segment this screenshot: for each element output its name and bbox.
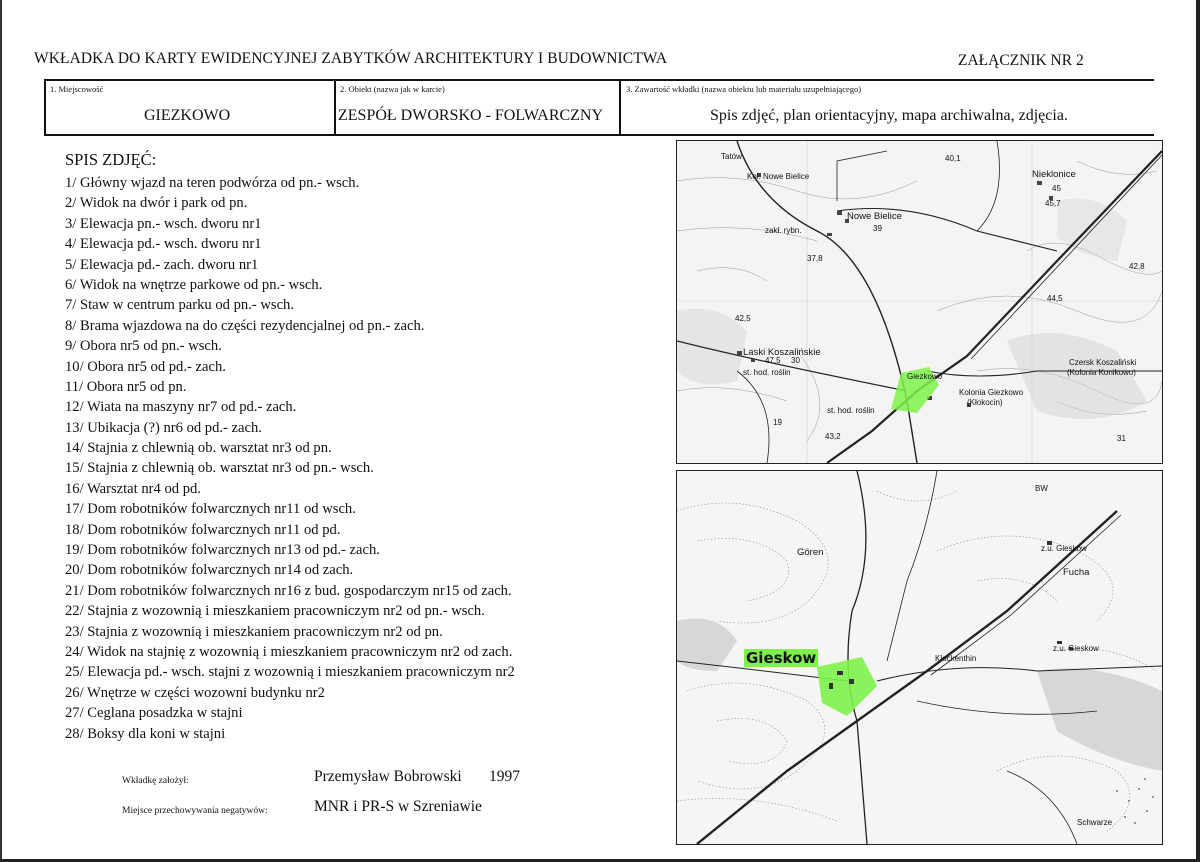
map-label-giezkowo: Giezkowo	[907, 372, 943, 381]
map-label-st-hod-roslin-2: st. hod. roślin	[827, 406, 875, 415]
map-label-klokocin: (Kłokocin)	[967, 398, 1003, 407]
map-height: 40,1	[945, 154, 961, 163]
map-label-nieklonice: Nieklonice	[1032, 169, 1076, 180]
list-item: 18/ Dom robotników folwarcznych nr11 od pd.	[65, 521, 341, 538]
list-item: 10/ Obora nr5 od pd.- zach.	[65, 358, 226, 375]
list-item: 21/ Dom robotników folwarcznych nr16 z bud. gospodarczym nr15 od zach.	[65, 582, 512, 599]
list-item: 25/ Elewacja pd.- wsch. stajni z wozownią i mieszkaniem pracowniczym nr2	[65, 664, 515, 681]
map-height: 44,5	[1047, 294, 1063, 303]
map-label-gieskow: Gieskow	[746, 649, 817, 667]
list-item: 4/ Elewacja pd.- wsch. dworu nr1	[65, 236, 262, 253]
page-border-right	[1196, 0, 1200, 862]
map-height: 45,7	[1045, 199, 1061, 208]
list-item: 19/ Dom robotników folwarcznych nr13 od pd.- zach.	[65, 542, 380, 559]
list-item: 23/ Stajnia z wozownią i mieszkaniem pracowniczym nr2 od pn.	[65, 623, 443, 640]
table-rule-top	[44, 79, 1154, 81]
list-item: 22/ Stajnia z wozownią i mieszkaniem pracowniczym nr2 od pn.- wsch.	[65, 603, 485, 620]
object-value: ZESPÓŁ DWORSKO - FOLWARCZNY	[338, 107, 604, 124]
map-height: 43,2	[825, 432, 841, 441]
list-item: 2/ Widok na dwór i park od pn.	[65, 195, 248, 212]
list-item: 12/ Wiata na maszyny nr7 od pd.- zach.	[65, 399, 297, 416]
map-label-kolonia-konikowo: (Kolonia Konikowo)	[1067, 368, 1136, 377]
contents-value: Spis zdjęć, plan orientacyjny, mapa archiwalna, zdjęcia.	[710, 107, 1068, 124]
map-label-bw: BW	[1035, 484, 1048, 493]
map-height: 31	[1117, 434, 1126, 443]
map-height: 45	[1052, 184, 1061, 193]
map-label-czersk: Czersk Koszaliński	[1069, 358, 1137, 367]
map-height: 47,5	[765, 356, 781, 365]
list-item: 5/ Elewacja pd.- zach. dworu nr1	[65, 256, 259, 273]
locality-label: 1. Miejscowość	[50, 84, 104, 94]
map-label-fucha: Fucha	[1063, 567, 1090, 578]
list-item: 16/ Warsztat nr4 od pd.	[65, 480, 201, 497]
annex-number: ZAŁĄCZNIK NR 2	[958, 52, 1084, 69]
map-height: 42,8	[1129, 262, 1145, 271]
map-label-zakl-rybn: zakł. rybn.	[765, 226, 802, 235]
list-item: 11/ Obora nr5 od pn.	[65, 378, 187, 395]
photo-list-title: SPIS ZDJĘĆ:	[65, 150, 157, 169]
year-value: 1997	[489, 768, 520, 785]
list-item: 17/ Dom robotników folwarcznych nr11 od wsch.	[65, 501, 356, 518]
list-item: 3/ Elewacja pn.- wsch. dworu nr1	[65, 215, 262, 232]
map-label-kol-nowe-bielice: Kol. Nowe Bielice	[747, 172, 810, 181]
document-title: WKŁADKA DO KARTY EWIDENCYJNEJ ZABYTKÓW ARCHITEKTURY I BUDOWNICTWA	[34, 50, 668, 67]
list-item: 20/ Dom robotników folwarcznych nr14 od zach.	[65, 562, 354, 579]
list-item: 6/ Widok na wnętrze parkowe od pn.- wsch.	[65, 276, 323, 293]
author-value: Przemysław Bobrowski	[314, 768, 462, 785]
map-height: 30	[791, 356, 800, 365]
orientation-map-drawing	[677, 141, 1162, 463]
table-divider-1	[334, 79, 336, 136]
map-label-klockenthin: Klockenthin	[935, 654, 977, 663]
table-divider-left	[44, 79, 46, 136]
orientation-map	[676, 140, 1163, 464]
table-divider-2	[619, 79, 621, 136]
list-item: 13/ Ubikacja (?) nr6 od pd.- zach.	[65, 419, 262, 436]
contents-label: 3. Zawartość wkładki (nazwa obiektu lub materiału uzupełniającego)	[626, 84, 862, 94]
map-height: 37,8	[807, 254, 823, 263]
list-item: 28/ Boksy dla koni w stajni	[65, 725, 226, 742]
map-label-zu-gieskow: z.u. Gieskow	[1041, 544, 1087, 553]
map-label-st-hod-roslin-1: st. hod. roślin	[743, 368, 791, 377]
list-item: 26/ Wnętrze w części wozowni budynku nr2	[65, 684, 325, 701]
map-label-nowe-bielice: Nowe Bielice	[847, 211, 902, 222]
list-item: 8/ Brama wjazdowa na do części rezydencjalnej od pn.- zach.	[65, 317, 425, 334]
author-label: Wkładkę założył:	[122, 776, 189, 786]
list-item: 15/ Stajnia z chlewnią ob. warsztat nr3 od pn.- wsch.	[65, 460, 374, 477]
map-height: 39	[873, 224, 882, 233]
map-label-kolonia-giezkowo: Kolonia Giezkowo	[959, 388, 1024, 397]
page-border-left	[0, 0, 2, 862]
photo-list	[65, 173, 515, 744]
table-rule-bottom	[44, 134, 1154, 136]
storage-value: MNR i PR-S w Szreniawie	[314, 798, 482, 815]
locality-value: GIEZKOWO	[144, 107, 231, 124]
storage-label: Miejsce przechowywania negatywów:	[122, 806, 268, 816]
map-height: 42,5	[735, 314, 751, 323]
map-label-schwarze: Schwarze	[1077, 818, 1113, 827]
list-item: 9/ Obora nr5 od pn.- wsch.	[65, 338, 222, 355]
list-item: 27/ Ceglana posadzka w stajni	[65, 705, 243, 722]
map-label-goren: Gören	[797, 547, 824, 558]
map-height: 19	[773, 418, 782, 427]
object-label: 2. Obiekt (nazwa jak w karcie)	[340, 84, 445, 94]
map-label-zu-gieskow-2: z.u. Gieskow	[1053, 644, 1099, 653]
map-label-laski: Laski Koszalińskie	[743, 347, 821, 358]
list-item: 24/ Widok na stajnię z wozownią i mieszkaniem pracowniczym nr2 od zach.	[65, 643, 513, 660]
list-item: 14/ Stajnia z chlewnią ob. warsztat nr3 od pn.	[65, 440, 332, 457]
list-item: 1/ Główny wjazd na teren podwórza od pn.- wsch.	[65, 175, 360, 191]
list-item: 7/ Staw w centrum parku od pn.- wsch.	[65, 297, 294, 314]
map-label-tatow: Tatów	[721, 152, 742, 161]
